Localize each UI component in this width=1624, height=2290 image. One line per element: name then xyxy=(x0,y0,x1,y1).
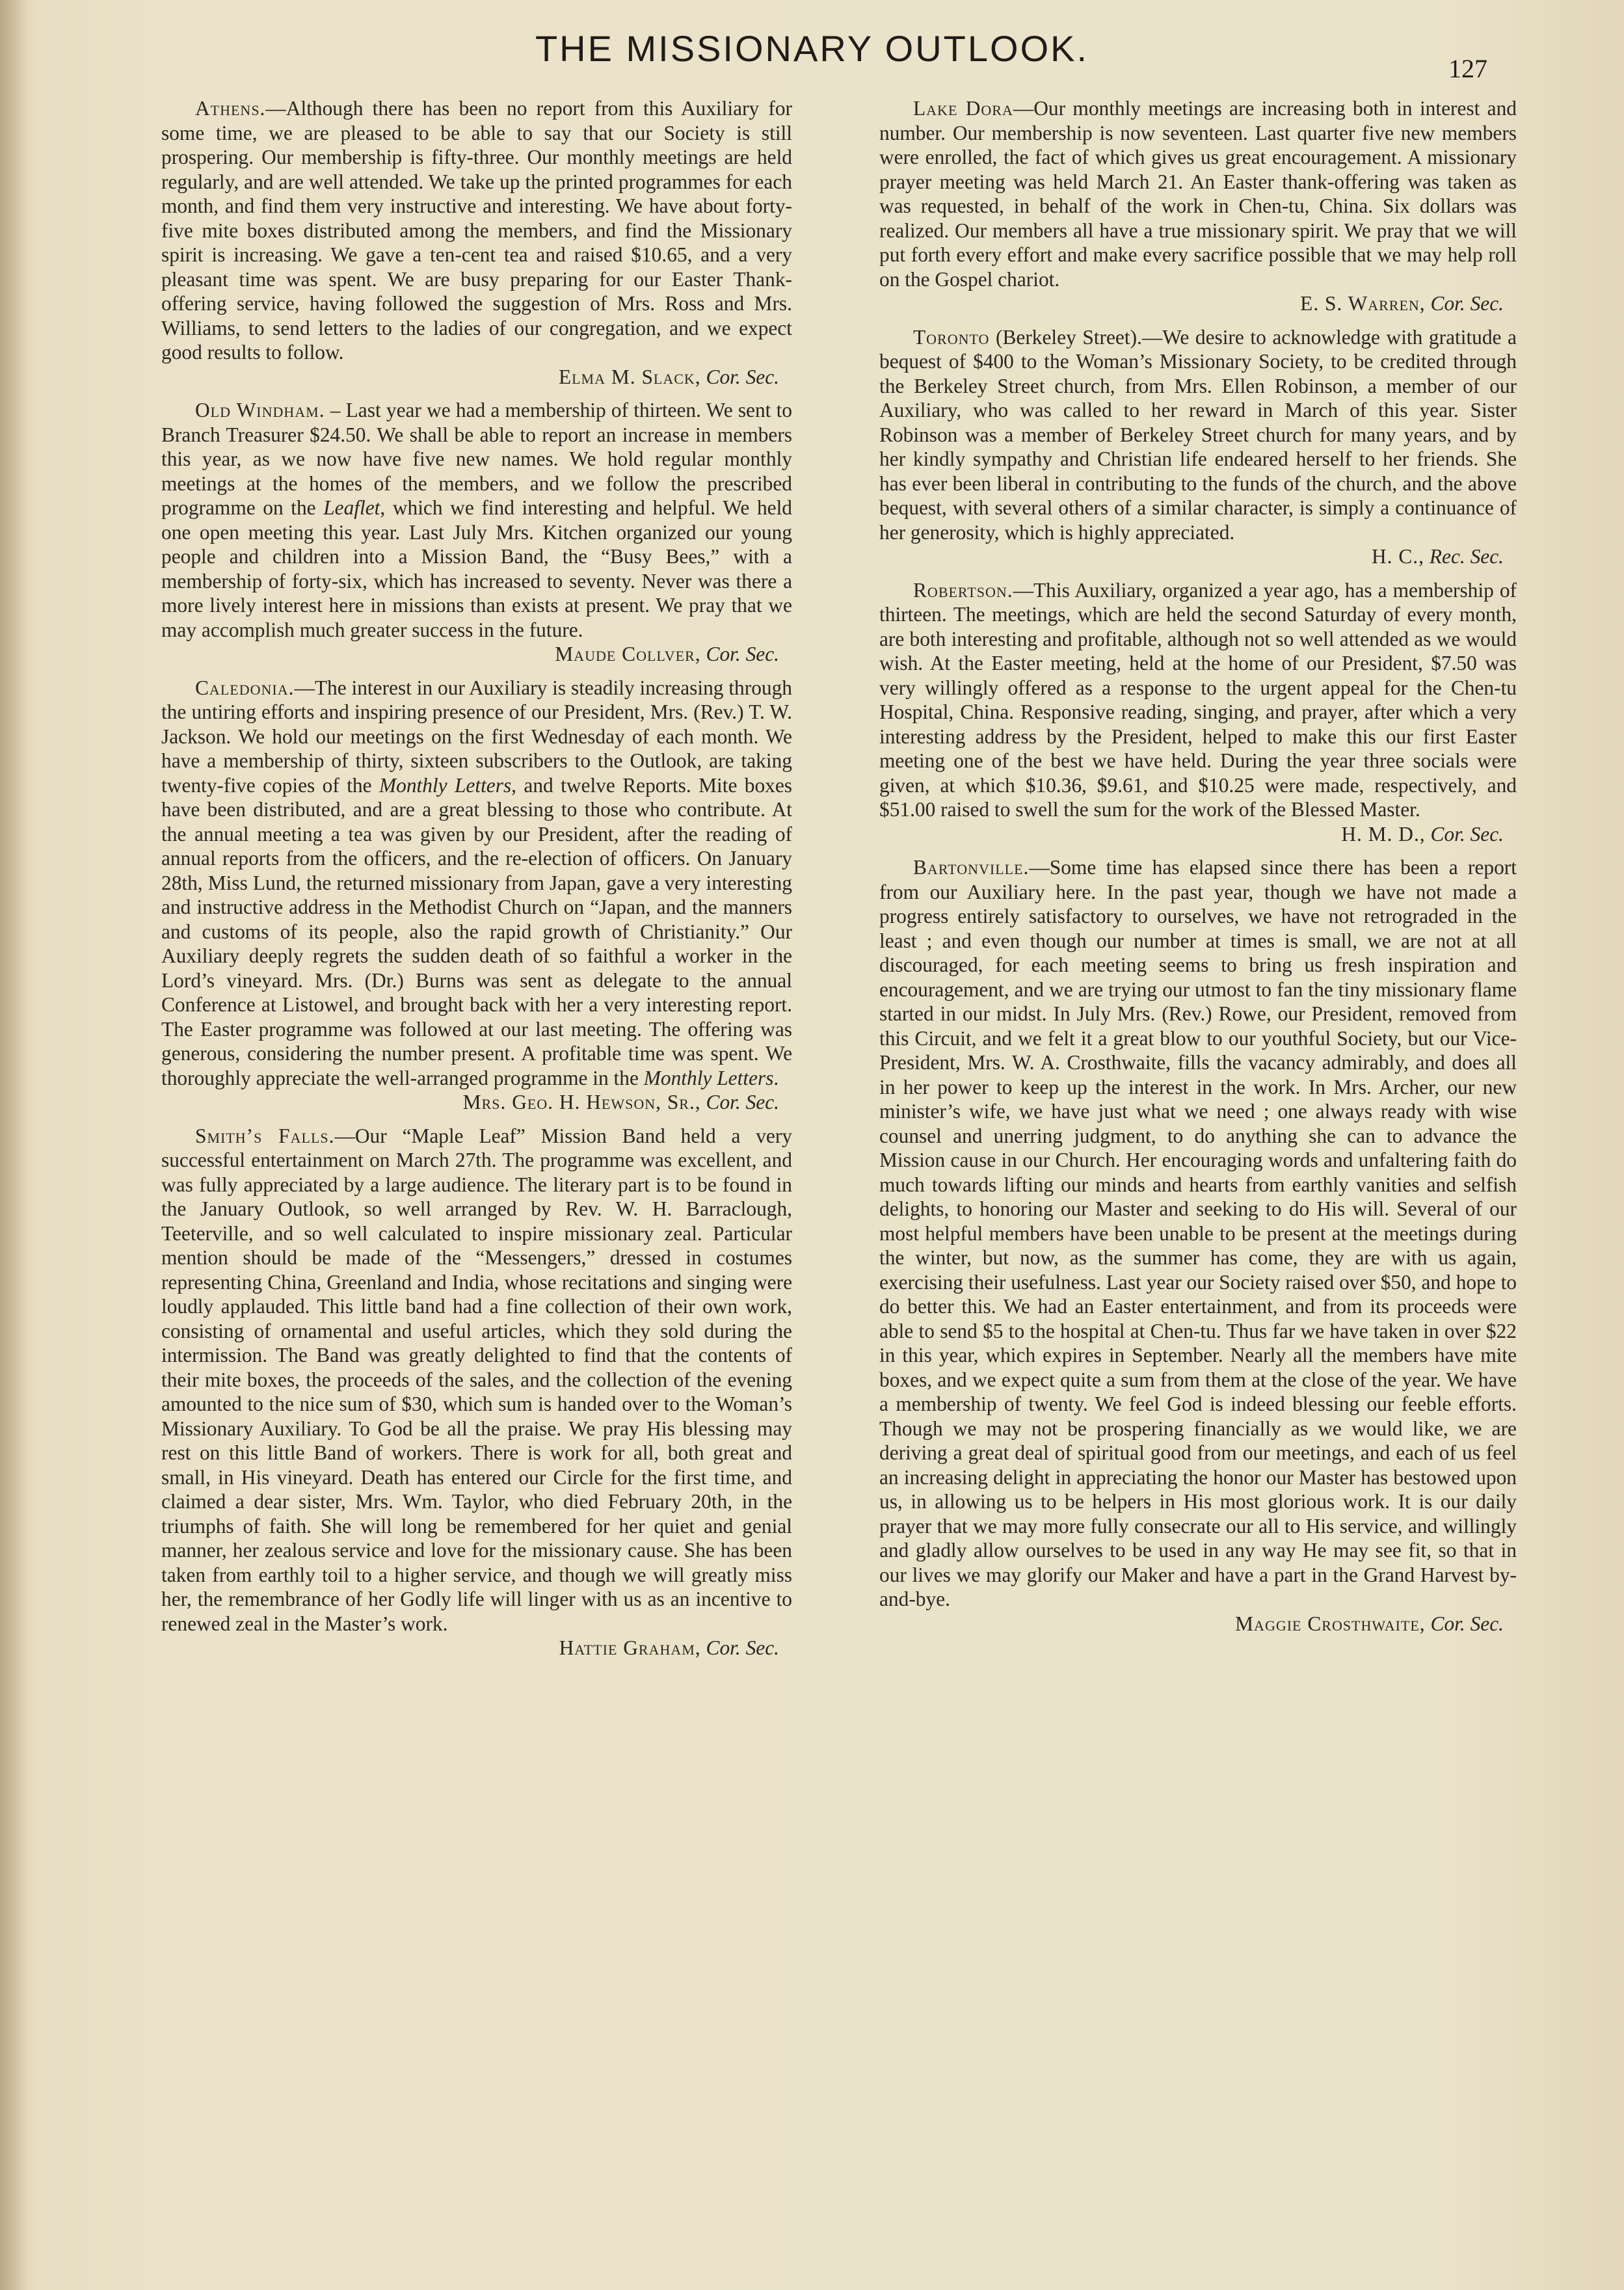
report-bartonville xyxy=(879,855,1517,1636)
report-robertson xyxy=(879,578,1517,847)
place-name: Toronto xyxy=(913,325,990,349)
report-body: Athens.—Although there has been no report from this Auxiliary for some time, we are pleased to be able to say that our Society is still prospering. Our membership is fifty-three. Our monthly meetings are held regularly, and are well attended. We take up the printed programmes for each month, and find them very instructive and interesting. We have about forty-five mite boxes distributed among the members, and find the Missionary spirit is increasing. We gave a ten-cent tea and raised $10.65, and a very pleasant time was spent. We are busy preparing for our Easter Thank-offering service, having followed the suggestion of Mrs. Ross and Mrs. Williams, to send letters to the ladies of our congregation, and we expect good results to follow. xyxy=(161,97,792,364)
report-body: Robertson.—This Auxiliary, organized a year ago, has a membership of thirteen. The meetings, which are held the second Saturday of every month, are both interesting and profitable, although not so well attended as we would wish. At the Easter meeting, held at the home of our President, $7.50 was very willingly offered as a response to the urgent appeal for the Chen-tu Hospital, China. Responsive reading, singing, and prayer, after which a very interesting address by the President, helped to make this our first Easter meeting one of the best we have held. During the year three socials were given, at which $10.36, $9.61, and $10.25 were made, respectively, and $51.00 raised to swell the sum for the work of the Blessed Master. xyxy=(879,578,1517,821)
spine-shadow xyxy=(0,0,26,2290)
report-smiths-falls xyxy=(161,1124,792,1660)
signature: E. S. Warren, Cor. Sec. xyxy=(1300,292,1504,315)
signature: Maude Collver, Cor. Sec. xyxy=(555,643,779,665)
signature: H. C., Rec. Sec. xyxy=(1371,545,1504,568)
report-body: Old Windham. – Last year we had a membership of thirteen. We sent to Branch Treasurer $24.50. We shall be able to report an increase in members this year, as we now have five new names. We hold regular monthly meetings at the homes of the members, and we follow the prescribed programme on the Leaflet, which we find interesting and helpful. We held one open meeting this year. Last July Mrs. Kitchen organized our young people and children into a Mission Band, the “Busy Bees,” with a membership of forty-six, which has increased to seventy. Never was there a more lively interest here in missions than exists at present. We pray that we may accomplish much greater success in the future. xyxy=(161,399,792,641)
signature: Maggie Crosthwaite, Cor. Sec. xyxy=(1235,1612,1504,1635)
report-body: Toronto (Berkeley Street).—We desire to acknowledge with gratitude a bequest of $400 to the Woman’s Missionary Society, to be credited through the Berkeley Street church, from Mrs. Ellen Robinson, a member of our Auxiliary, who was called to her reward in March of this year. Sister Robinson was a member of Berkeley Street church for many years, and by her kindly sympathy and Christian life endeared herself to her friends. She has ever been liberal in contributing to the funds of the church, and the above bequest, with several others of a similar character, is simply a continuance of her generosity, which is highly appreciated. xyxy=(879,325,1517,544)
report-old-windham xyxy=(161,398,792,667)
signature: Mrs. Geo. H. Hewson, Sr., Cor. Sec. xyxy=(462,1091,779,1113)
running-title: THE MISSIONARY OUTLOOK. xyxy=(535,28,1089,69)
place-name: Old Windham. xyxy=(195,399,325,421)
report-caledonia xyxy=(161,676,792,1115)
report-body: Lake Dora—Our monthly meetings are increasing both in interest and number. Our membership is now seventeen. Last quarter five new members were enrolled, the fact of which gives us great encouragement. A missionary prayer meeting was held March 21. An Easter thank-offering was taken as was requested, in behalf of the work in Chen-tu, China. Six dollars was realized. Our members all have a true missionary spirit. We pray that we will put forth every effort and make every sacrifice possible that we may help roll on the Gospel chariot. xyxy=(879,97,1517,291)
right-column xyxy=(879,96,1517,1645)
report-body: Caledonia.—The interest in our Auxiliary is steadily increasing through the untiring efforts and inspiring presence of our President, Mrs. (Rev.) T. W. Jackson. We hold our meetings on the first Wednesday of each month. We have a membership of thirty, sixteen subscribers to the Outlook, are taking twenty-five copies of the Monthly Letters, and twelve Reports. Mite boxes have been distributed, and are a great blessing to those who contribute. At the annual meeting a tea was given by our President, after the reading of annual reports from the officers, and the re-election of officers. On January 28th, Miss Lund, the returned missionary from Japan, gave a very interesting and instructive address in the Methodist Church on “Japan, and the manners and customs of its people, also the rapid growth of Christianity.” Our Auxiliary deeply regrets the sudden death of so faithful a worker in the Lord’s vineyard. Mrs. (Dr.) Burns was sent as delegate to the annual Conference at Listowel, and brought back with her a very interesting report. The Easter programme was followed at our last meeting. The offering was generous, considering the number present. A profitable time was spent. We thoroughly appreciate the well-arranged programme in the Monthly Letters. xyxy=(161,676,793,1089)
signature: Elma M. Slack, Cor. Sec. xyxy=(558,365,779,388)
report-body: Bartonville.—Some time has elapsed since there has been a report from our Auxiliary here. In the past year, though we have not made a progress entirely satisfactory to ourselves, we have not retrograded in the least ; and even though our number at times is small, we are not at all discouraged, for each meeting seems to bring us fresh inspiration and encouragement, and we are trying our utmost to fan the tiny missionary flame started in our midst. In July Mrs. (Rev.) Rowe, our President, removed from this Circuit, and we felt it a great blow to our youthful Society, but our Vice-President, Mrs. W. A. Crosthwaite, fills the vacancy admirably, and does all in her power to keep up the interest in the work. In Mrs. Archer, our new minister’s wife, we have just what we need ; one always ready with wise counsel and unerring judgment, to do anything she can to advance the Mission cause in our Church. Her encouraging words and unfaltering faith do much towards lifting our minds and hearts from earthly vanities and selfish delights, to honoring our Master and seeking to do His will. Several of our most helpful members have been unable to be present at the meetings during the winter, but now, as the summer has come, they are with us again, exercising their usefulness. Last year our Society raised over $50, and hope to do better this. We had an Easter entertainment, and from its proceeds were able to send $5 to the hospital at Chen-tu. Thus far we have taken in over $22 in this year, which expires in September. Nearly all the members have mite boxes, and we expect quite a sum from them at the close of the year. We have a membership of twenty. We feel God is indeed blessing our feeble efforts. Though we may not be prospering financially as we would like, we are deriving a great deal of spiritual good from our meetings, and each of us feel an increasing delight in appreciating the honor our Master has bestowed upon us, in allowing us to be helpers in His most glorious work. It is our daily prayer that we may more fully consecrate our all to His service, and willingly and gladly allow ourselves to be used in any way He may see fit, so that in our lives we may glorify our Maker and have a part in the Grand Harvest by-and-bye. xyxy=(879,856,1517,1610)
left-column xyxy=(161,96,792,1670)
place-name: Bartonville. xyxy=(913,856,1030,879)
report-toronto xyxy=(879,325,1517,569)
signature: H. M. D., Cor. Sec. xyxy=(1341,822,1504,845)
report-body: Smith’s Falls.—Our “Maple Leaf” Mission Band held a very successful entertainment on March 27th. The programme was excellent, and was fully appreciated by a large audience. The literary part is to be found in the January Outlook, so well arranged by Rev. W. H. Barraclough, Teeterville, and so well calculated to inspire missionary zeal. Particular mention should be made of the “Messengers,” dressed in costumes representing China, Greenland and India, whose recitations and singing were loudly applauded. This little band had a fine collection of their own work, consisting of ornamental and useful articles, which they sold during the intermission. The Band was greatly delighted to find that the contents of their mite boxes, the proceeds of the sales, and the collection of the evening amounted to the nice sum of $30, which sum is handed over to the Woman’s Missionary Auxiliary. To God be all the praise. We pray His blessing may rest on this little Band of workers. There is work for all, both great and small, in His vineyard. Death has entered our Circle for the first time, and claimed a dear sister, Mrs. Wm. Taylor, who died February 20th, in the triumphs of faith. She will long be remembered for her quiet and genial manner, her zealous service and love for the missionary cause. She has been taken from earthly toil to a higher service, and though we will greatly miss her, the remembrance of her Godly life will linger with us as an incentive to renewed zeal in the Master’s work. xyxy=(161,1124,792,1635)
report-athens xyxy=(161,96,792,389)
place-name: Athens. xyxy=(195,97,266,120)
signature: Hattie Graham, Cor. Sec. xyxy=(559,1636,779,1659)
place-name: Caledonia. xyxy=(195,676,295,699)
place-name: Smith’s Falls. xyxy=(195,1124,335,1147)
place-name: Lake Dora xyxy=(913,97,1013,120)
report-lake-dora xyxy=(879,96,1517,316)
page-number: 127 xyxy=(1448,54,1487,83)
page-header xyxy=(0,27,1624,70)
place-name: Robertson. xyxy=(913,578,1013,602)
